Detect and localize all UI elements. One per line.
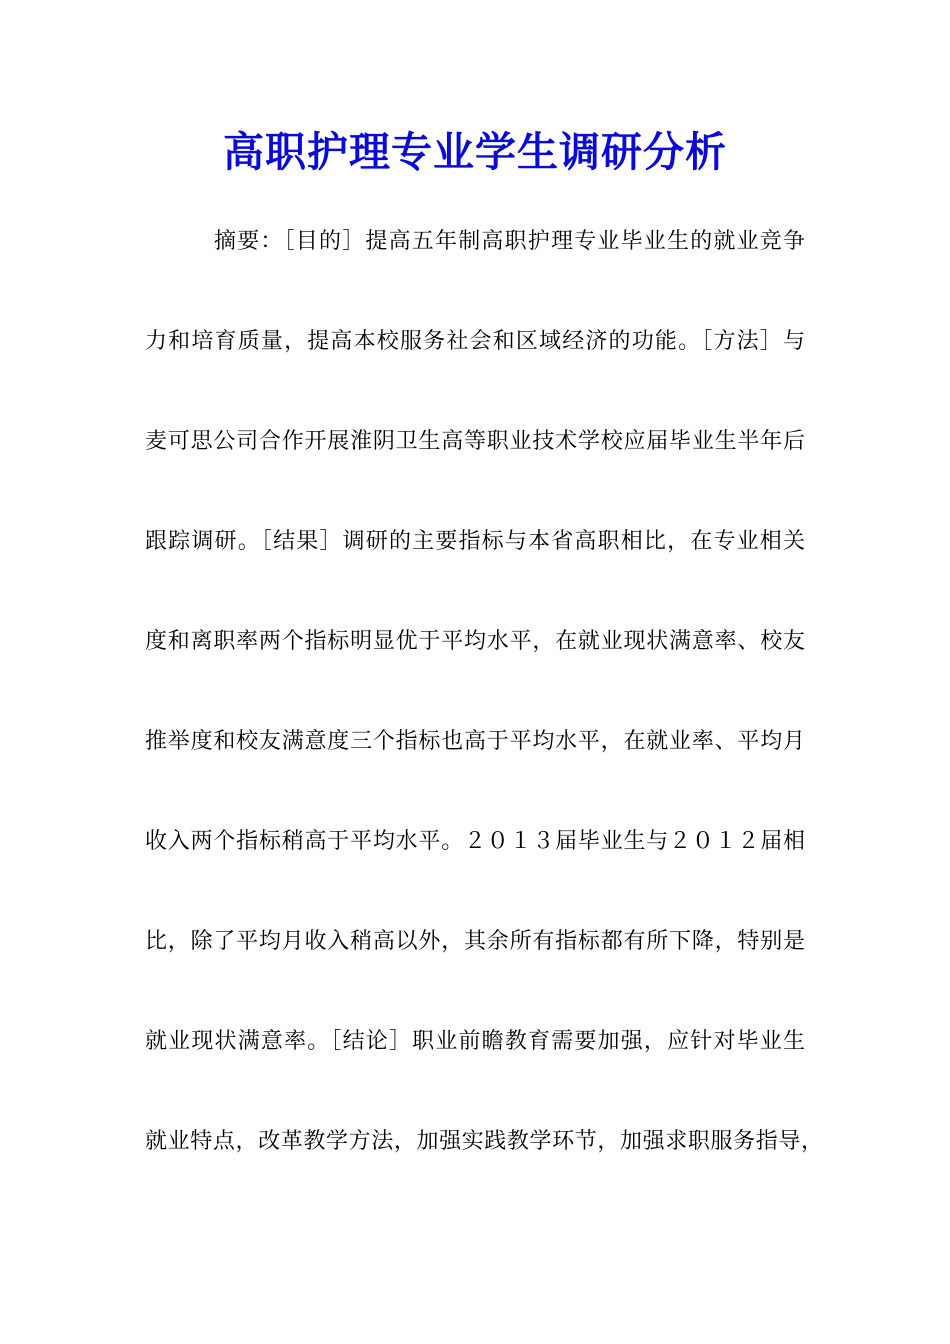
abstract-line-8: 比，除了平均月收入稍高以外，其余所有指标都有所下降，特别是 [145,929,805,954]
abstract-line-2: 力和培育质量，提高本校服务社会和区域经济的功能。［方法］与 [145,329,805,354]
abstract-line-6: 推举度和校友满意度三个指标也高于平均水平，在就业率、平均月 [145,729,805,754]
abstract-line-4: 跟踪调研。［结果］调研的主要指标与本省高职相比，在专业相关 [145,529,805,554]
abstract-line-9: 就业现状满意率。［结论］职业前瞻教育需要加强，应针对毕业生 [145,1029,805,1054]
abstract-line-5: 度和离职率两个指标明显优于平均水平，在就业现状满意率、校友 [145,629,805,654]
abstract-line-3: 麦可思公司合作开展淮阴卫生高等职业技术学校应届毕业生半年后 [145,429,805,454]
abstract-line-10: 就业特点，改革教学方法，加强实践教学环节，加强求职服务指导， [145,1129,823,1154]
abstract-line-1: 摘要：［目的］提高五年制高职护理专业毕业生的就业竞争 [214,229,805,254]
document-title: 高职护理专业学生调研分析 [223,128,727,176]
abstract-line-7: 收入两个指标稍高于平均水平。２０１３届毕业生与２０１２届相 [145,829,805,854]
